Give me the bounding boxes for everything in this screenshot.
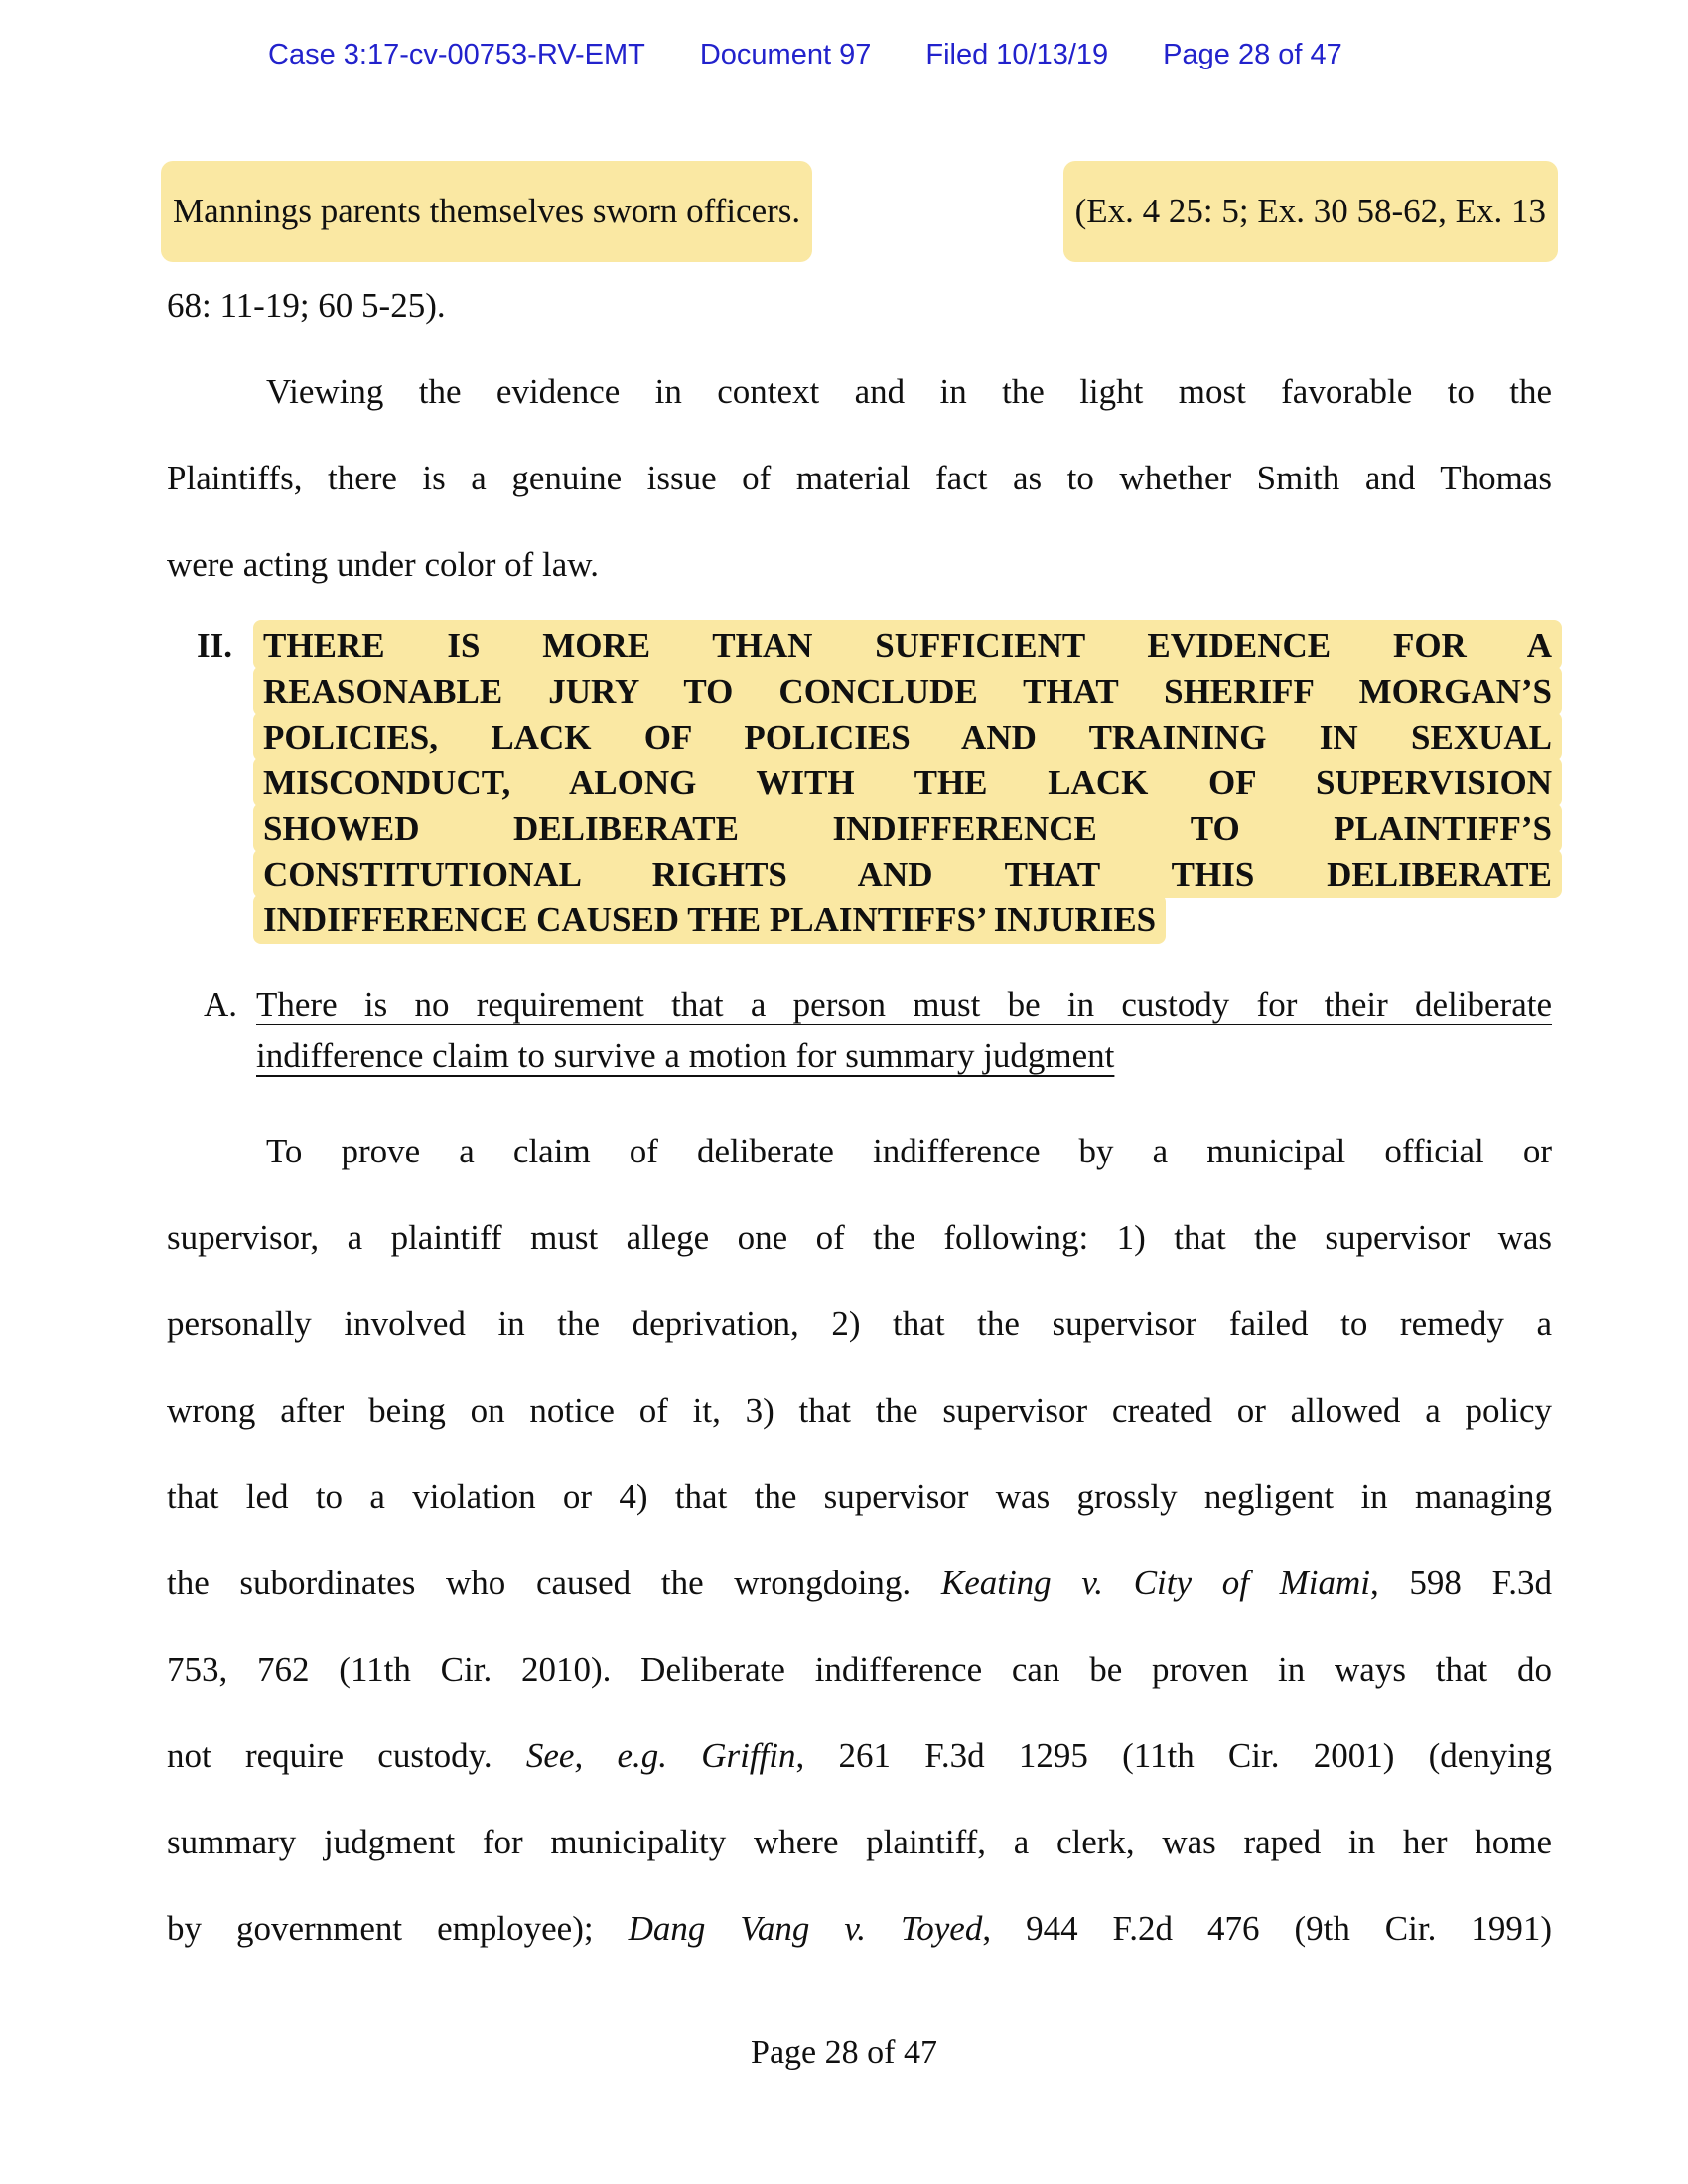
body-text: , 598 F.3d <box>1369 1564 1552 1602</box>
ecf-stamp <box>268 38 1688 71</box>
section-number: II. <box>197 626 232 665</box>
body-line <box>167 1712 1552 1799</box>
highlighted-sentence: Mannings parents themselves sworn officers. <box>161 161 812 262</box>
body-line: Plaintiffs, there is a genuine issue of material fact as to whether Smith and Thomas <box>167 459 1552 497</box>
body-line: personally involved in the deprivation, 2) that the supervisor failed to remedy a <box>167 1304 1552 1343</box>
paragraph-viewing-evidence <box>167 348 1552 608</box>
body-line: wrong after being on notice of it, 3) that the supervisor created or allowed a policy <box>167 1391 1552 1430</box>
highlighted-exhibit-citation: (Ex. 4 25: 5; Ex. 30 58-62, Ex. 13 <box>1063 161 1558 262</box>
body-line: summary judgment for municipality where plaintiff, a clerk, was raped in her home <box>167 1823 1552 1861</box>
highlighted-heading-text: SHOWED DELIBERATE INDIFFERENCE TO PLAINTIFF’S <box>253 803 1562 853</box>
body-text: , 261 F.3d 1295 (11th Cir. 2001) (denying <box>795 1736 1553 1775</box>
heading-line <box>263 806 1552 852</box>
subsection-letter: A. <box>204 985 238 1024</box>
case-citation: Dang Vang v. Toyed <box>628 1909 983 1948</box>
ecf-page-number: Page 28 of 47 <box>1163 39 1342 70</box>
body-text: not require custody. <box>167 1736 526 1775</box>
highlighted-heading-text: INDIFFERENCE CAUSED THE PLAINTIFFS’ INJURIES <box>253 894 1166 944</box>
section-ii-heading <box>167 623 1552 943</box>
heading-line <box>263 669 1552 715</box>
subsection-heading-text <box>256 979 1552 1082</box>
body-line <box>167 161 1552 262</box>
body-line: Viewing the evidence in context and in the light most favorable to the <box>266 372 1552 411</box>
body-text: by government employee); <box>167 1909 629 1948</box>
body-line: 753, 762 (11th Cir. 2010). Deliberate indifference can be proven in ways that do <box>167 1650 1552 1689</box>
ecf-filed-date: Filed 10/13/19 <box>925 39 1109 70</box>
highlighted-heading-text: REASONABLE JURY TO CONCLUDE THAT SHERIFF MORGAN’S <box>253 666 1562 716</box>
brief-body <box>167 161 1552 1972</box>
heading-line <box>263 897 1552 943</box>
highlighted-heading-text: POLICIES, LACK OF POLICIES AND TRAINING IN SEXUAL <box>253 712 1562 761</box>
body-line: To prove a claim of deliberate indifference by a municipal official or <box>266 1132 1552 1170</box>
heading-line <box>256 1030 1552 1082</box>
body-text: , 944 F.2d 476 (9th Cir. 1991) <box>982 1909 1552 1948</box>
underlined-heading-text: indifference claim to survive a motion for summary judgment <box>256 1036 1115 1075</box>
highlighted-heading-text: MISCONDUCT, ALONG WITH THE LACK OF SUPERVISION <box>253 757 1562 807</box>
paragraph-deliberate-indifference <box>167 1108 1552 1972</box>
case-citation: See, e.g. Griffin <box>525 1736 796 1775</box>
section-heading-text <box>263 623 1552 943</box>
body-line <box>167 1885 1552 1972</box>
heading-line <box>263 852 1552 897</box>
page-number-footer: Page 28 of 47 <box>751 2034 937 2071</box>
highlighted-heading-text: THERE IS MORE THAN SUFFICIENT EVIDENCE FOR A <box>253 620 1562 670</box>
heading-line <box>256 979 1552 1030</box>
heading-line <box>263 623 1552 669</box>
subsection-a-heading <box>167 979 1552 1082</box>
body-line: supervisor, a plaintiff must allege one of the following: 1) that the supervisor was <box>167 1218 1552 1257</box>
body-line: that led to a violation or 4) that the supervisor was grossly negligent in managing <box>167 1477 1552 1516</box>
body-line: 68: 11-19; 60 5-25). <box>167 286 446 325</box>
body-line <box>167 1540 1552 1626</box>
paragraph-continuation <box>167 161 1552 348</box>
body-line: were acting under color of law. <box>167 545 600 584</box>
heading-line <box>263 715 1552 760</box>
ecf-document-number: Document 97 <box>699 39 872 70</box>
ecf-case-number: Case 3:17-cv-00753-RV-EMT <box>268 39 645 70</box>
heading-line <box>263 760 1552 806</box>
underlined-heading-text: There is no requirement that a person must be in custody for their deliberate <box>256 985 1552 1024</box>
case-citation: Keating v. City of Miami <box>940 1564 1370 1602</box>
body-text: the subordinates who caused the wrongdoing. <box>167 1564 941 1602</box>
highlighted-heading-text: CONSTITUTIONAL RIGHTS AND THAT THIS DELIBERATE <box>253 849 1562 898</box>
